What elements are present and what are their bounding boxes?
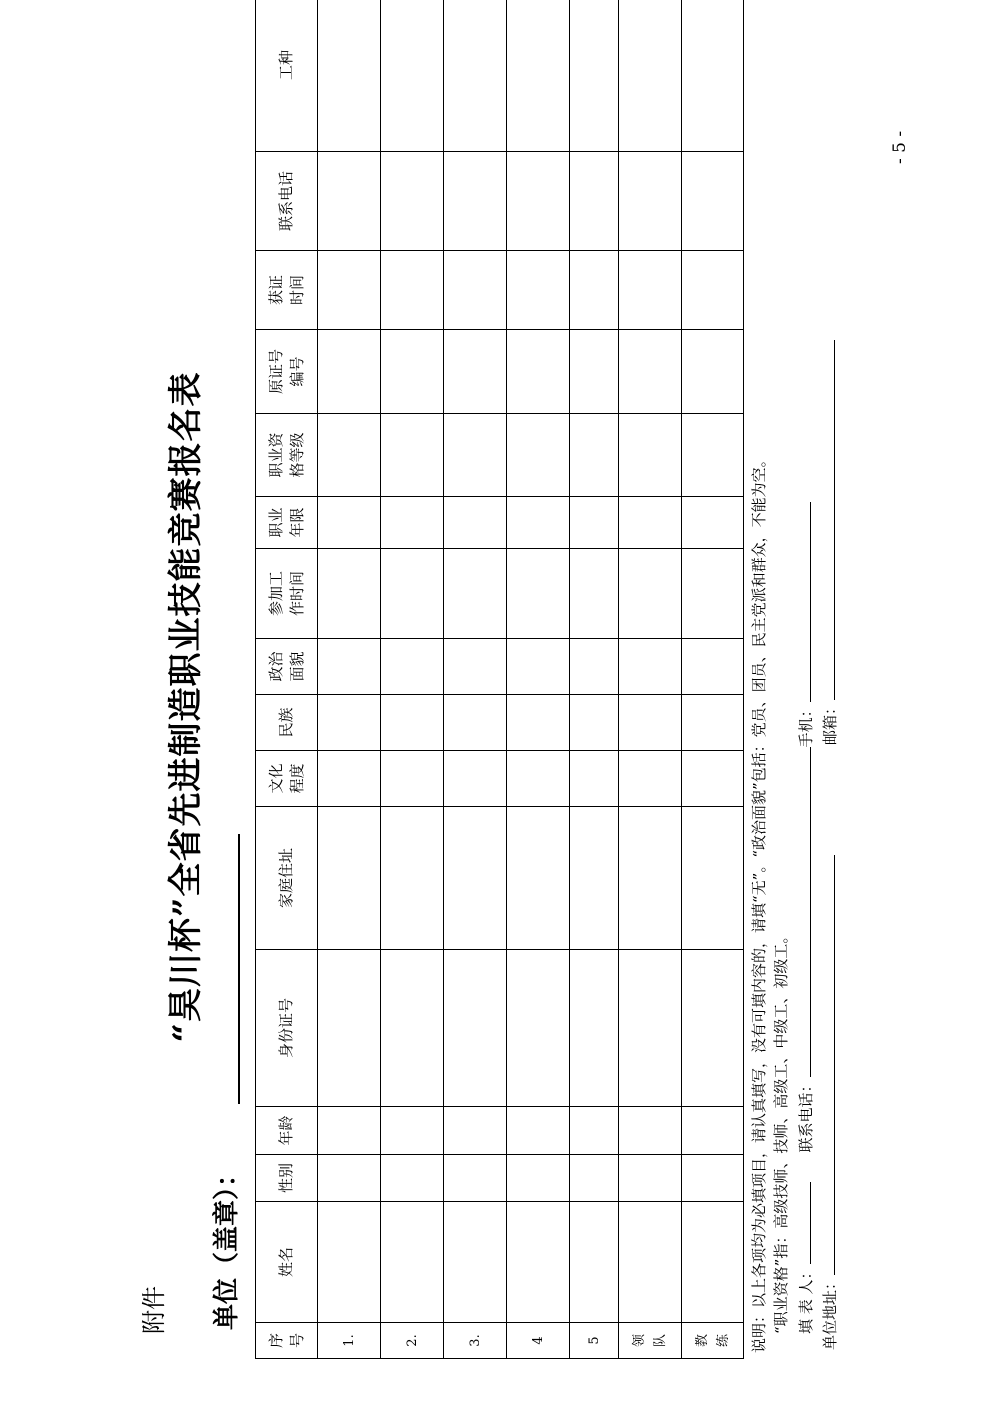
row-seq: 1.: [318, 1323, 381, 1359]
header-education: 文化 程度: [256, 751, 318, 807]
cell-name[interactable]: [682, 1202, 744, 1323]
mobile-field[interactable]: [795, 502, 811, 702]
cell-work-type[interactable]: [619, 0, 682, 152]
cell-political-status[interactable]: [619, 639, 682, 695]
cell-work-start[interactable]: [619, 549, 682, 639]
cell-gender[interactable]: [381, 1155, 444, 1202]
cell-work-years[interactable]: [318, 497, 381, 549]
cell-work-type[interactable]: [570, 0, 619, 152]
cell-qualification[interactable]: [682, 414, 744, 497]
cell-qualification[interactable]: [619, 414, 682, 497]
cell-ethnicity[interactable]: [381, 695, 444, 751]
registration-table: [255, 0, 744, 1359]
cell-phone[interactable]: [381, 152, 444, 251]
cell-cert-number[interactable]: [318, 330, 381, 414]
cell-cert-number[interactable]: [507, 330, 570, 414]
cell-phone[interactable]: [682, 152, 744, 251]
cell-phone[interactable]: [507, 152, 570, 251]
phone-field[interactable]: [795, 747, 811, 1077]
table-row: [318, 0, 381, 1359]
cell-cert-date[interactable]: [682, 251, 744, 330]
cell-cert-date[interactable]: [318, 251, 381, 330]
postcode-field[interactable]: [819, 340, 835, 700]
header-name: 姓名: [256, 1202, 318, 1323]
cell-work-years[interactable]: [570, 497, 619, 549]
cell-gender[interactable]: [682, 1155, 744, 1202]
row-seq: 5: [570, 1323, 619, 1359]
row-seq: 3.: [444, 1323, 507, 1359]
cell-work-years[interactable]: [619, 497, 682, 549]
cell-home-address[interactable]: [318, 807, 381, 950]
table-row: [682, 0, 744, 1359]
cell-name[interactable]: [619, 1202, 682, 1323]
header-qualification: 职业资 格等级: [256, 414, 318, 497]
row-seq: 4: [507, 1323, 570, 1359]
attachment-label: 附件: [140, 1286, 168, 1334]
cell-work-years[interactable]: [381, 497, 444, 549]
header-home-address: 家庭住址: [256, 807, 318, 950]
cell-work-start[interactable]: [507, 549, 570, 639]
filler-field[interactable]: [795, 1182, 811, 1264]
cell-work-start[interactable]: [682, 549, 744, 639]
header-work-years: 职业 年限: [256, 497, 318, 549]
cell-cert-date[interactable]: [570, 251, 619, 330]
header-cert-date: 获证 时间: [256, 251, 318, 330]
header-phone: 联系电话: [256, 152, 318, 251]
filler-label: 填 表 人：: [797, 1264, 815, 1334]
cell-home-address[interactable]: [507, 807, 570, 950]
cell-name[interactable]: [570, 1202, 619, 1323]
cell-gender[interactable]: [507, 1155, 570, 1202]
cell-home-address[interactable]: [682, 807, 744, 950]
phone-label: 联系电话：: [797, 1077, 815, 1153]
cell-qualification[interactable]: [507, 414, 570, 497]
cell-education[interactable]: [682, 751, 744, 807]
cell-work-type[interactable]: [444, 0, 507, 152]
cell-age[interactable]: [444, 1107, 507, 1155]
address-row: [819, 340, 841, 1350]
cell-political-status[interactable]: [444, 639, 507, 695]
header-gender: 性别: [256, 1155, 318, 1202]
cell-age[interactable]: [381, 1107, 444, 1155]
cell-ethnicity[interactable]: [444, 695, 507, 751]
cell-cert-number[interactable]: [444, 330, 507, 414]
cell-gender[interactable]: [318, 1155, 381, 1202]
cell-work-start[interactable]: [444, 549, 507, 639]
cell-age[interactable]: [318, 1107, 381, 1155]
cell-work-type[interactable]: [682, 0, 744, 152]
cell-work-type[interactable]: [318, 0, 381, 152]
cell-age[interactable]: [682, 1107, 744, 1155]
cell-qualification[interactable]: [444, 414, 507, 497]
cell-ethnicity[interactable]: [507, 695, 570, 751]
header-id-number: 身份证号: [256, 950, 318, 1107]
cell-education[interactable]: [507, 751, 570, 807]
cell-cert-date[interactable]: [444, 251, 507, 330]
cell-cert-date[interactable]: [619, 251, 682, 330]
table-header-row: [256, 0, 318, 1359]
cell-home-address[interactable]: [619, 807, 682, 950]
filler-contact-row: [795, 502, 817, 1334]
cell-gender[interactable]: [619, 1155, 682, 1202]
cell-id-number[interactable]: [619, 950, 682, 1107]
note-required-fields: 说明：以上各项均为必填项目，请认真填写，没有可填内容的，请填“无”。“政治面貌”包括：党员、团员、民主党派和群众，不能为空。: [750, 452, 768, 1353]
cell-id-number[interactable]: [507, 950, 570, 1107]
cell-cert-date[interactable]: [507, 251, 570, 330]
cell-work-start[interactable]: [570, 549, 619, 639]
cell-name[interactable]: [507, 1202, 570, 1323]
cell-work-years[interactable]: [682, 497, 744, 549]
cell-work-start[interactable]: [381, 549, 444, 639]
cell-gender[interactable]: [444, 1155, 507, 1202]
cell-ethnicity[interactable]: [682, 695, 744, 751]
cell-home-address[interactable]: [444, 807, 507, 950]
mobile-label: 手机：: [797, 702, 815, 748]
cell-name[interactable]: [381, 1202, 444, 1323]
address-label: 单位地址：: [821, 1274, 839, 1350]
page-title: “昊川杯”全省先进制造职业技能竞赛报名表: [166, 371, 206, 1043]
cell-home-address[interactable]: [570, 807, 619, 950]
cell-work-type[interactable]: [381, 0, 444, 152]
table-row: [381, 0, 444, 1359]
cell-political-status[interactable]: [318, 639, 381, 695]
row-seq: 教 练: [682, 1323, 744, 1359]
cell-work-start[interactable]: [318, 549, 381, 639]
cell-political-status[interactable]: [570, 639, 619, 695]
table-row: [570, 0, 619, 1359]
cell-name[interactable]: [444, 1202, 507, 1323]
cell-political-status[interactable]: [507, 639, 570, 695]
header-work-start: 参加工 作时间: [256, 549, 318, 639]
cell-work-years[interactable]: [507, 497, 570, 549]
cell-id-number[interactable]: [318, 950, 381, 1107]
cell-gender[interactable]: [570, 1155, 619, 1202]
cell-home-address[interactable]: [381, 807, 444, 950]
cell-qualification[interactable]: [381, 414, 444, 497]
cell-qualification[interactable]: [570, 414, 619, 497]
table-row: [619, 0, 682, 1359]
cell-id-number[interactable]: [381, 950, 444, 1107]
cell-name[interactable]: [318, 1202, 381, 1323]
cell-education[interactable]: [318, 751, 381, 807]
cell-phone[interactable]: [570, 152, 619, 251]
header-seq: 序 号: [256, 1323, 318, 1359]
postcode-label: 邮箱：: [821, 699, 839, 745]
cell-education[interactable]: [570, 751, 619, 807]
cell-political-status[interactable]: [381, 639, 444, 695]
cell-qualification[interactable]: [318, 414, 381, 497]
header-ethnicity: 民族: [256, 695, 318, 751]
cell-id-number[interactable]: [682, 950, 744, 1107]
header-work-type: 工种: [256, 0, 318, 152]
cell-cert-date[interactable]: [381, 251, 444, 330]
cell-phone[interactable]: [318, 152, 381, 251]
unit-field-label: 单位（盖章）：: [212, 1160, 242, 1330]
cell-cert-number[interactable]: [570, 330, 619, 414]
cell-education[interactable]: [444, 751, 507, 807]
row-seq: 2.: [381, 1323, 444, 1359]
page-number: - 5 -: [890, 130, 910, 164]
unit-field-line[interactable]: [238, 834, 240, 1104]
cell-education[interactable]: [619, 751, 682, 807]
row-seq: 领 队: [619, 1323, 682, 1359]
table-row: [444, 0, 507, 1359]
cell-cert-number[interactable]: [619, 330, 682, 414]
cell-political-status[interactable]: [682, 639, 744, 695]
cell-phone[interactable]: [619, 152, 682, 251]
cell-work-type[interactable]: [507, 0, 570, 152]
cell-cert-number[interactable]: [682, 330, 744, 414]
cell-phone[interactable]: [444, 152, 507, 251]
cell-age[interactable]: [507, 1107, 570, 1155]
cell-education[interactable]: [381, 751, 444, 807]
header-age: 年龄: [256, 1107, 318, 1155]
cell-cert-number[interactable]: [381, 330, 444, 414]
cell-work-years[interactable]: [444, 497, 507, 549]
cell-age[interactable]: [619, 1107, 682, 1155]
cell-id-number[interactable]: [444, 950, 507, 1107]
cell-ethnicity[interactable]: [570, 695, 619, 751]
cell-age[interactable]: [570, 1107, 619, 1155]
cell-id-number[interactable]: [570, 950, 619, 1107]
address-field[interactable]: [819, 855, 835, 1275]
table-row: [507, 0, 570, 1359]
cell-ethnicity[interactable]: [318, 695, 381, 751]
header-cert-number: 原证号 编号: [256, 330, 318, 414]
header-political-status: 政治 面貌: [256, 639, 318, 695]
note-qualification-levels: “职业资格”指：高级技师、技师、高级工、中级工、初级工。: [772, 928, 790, 1334]
cell-ethnicity[interactable]: [619, 695, 682, 751]
